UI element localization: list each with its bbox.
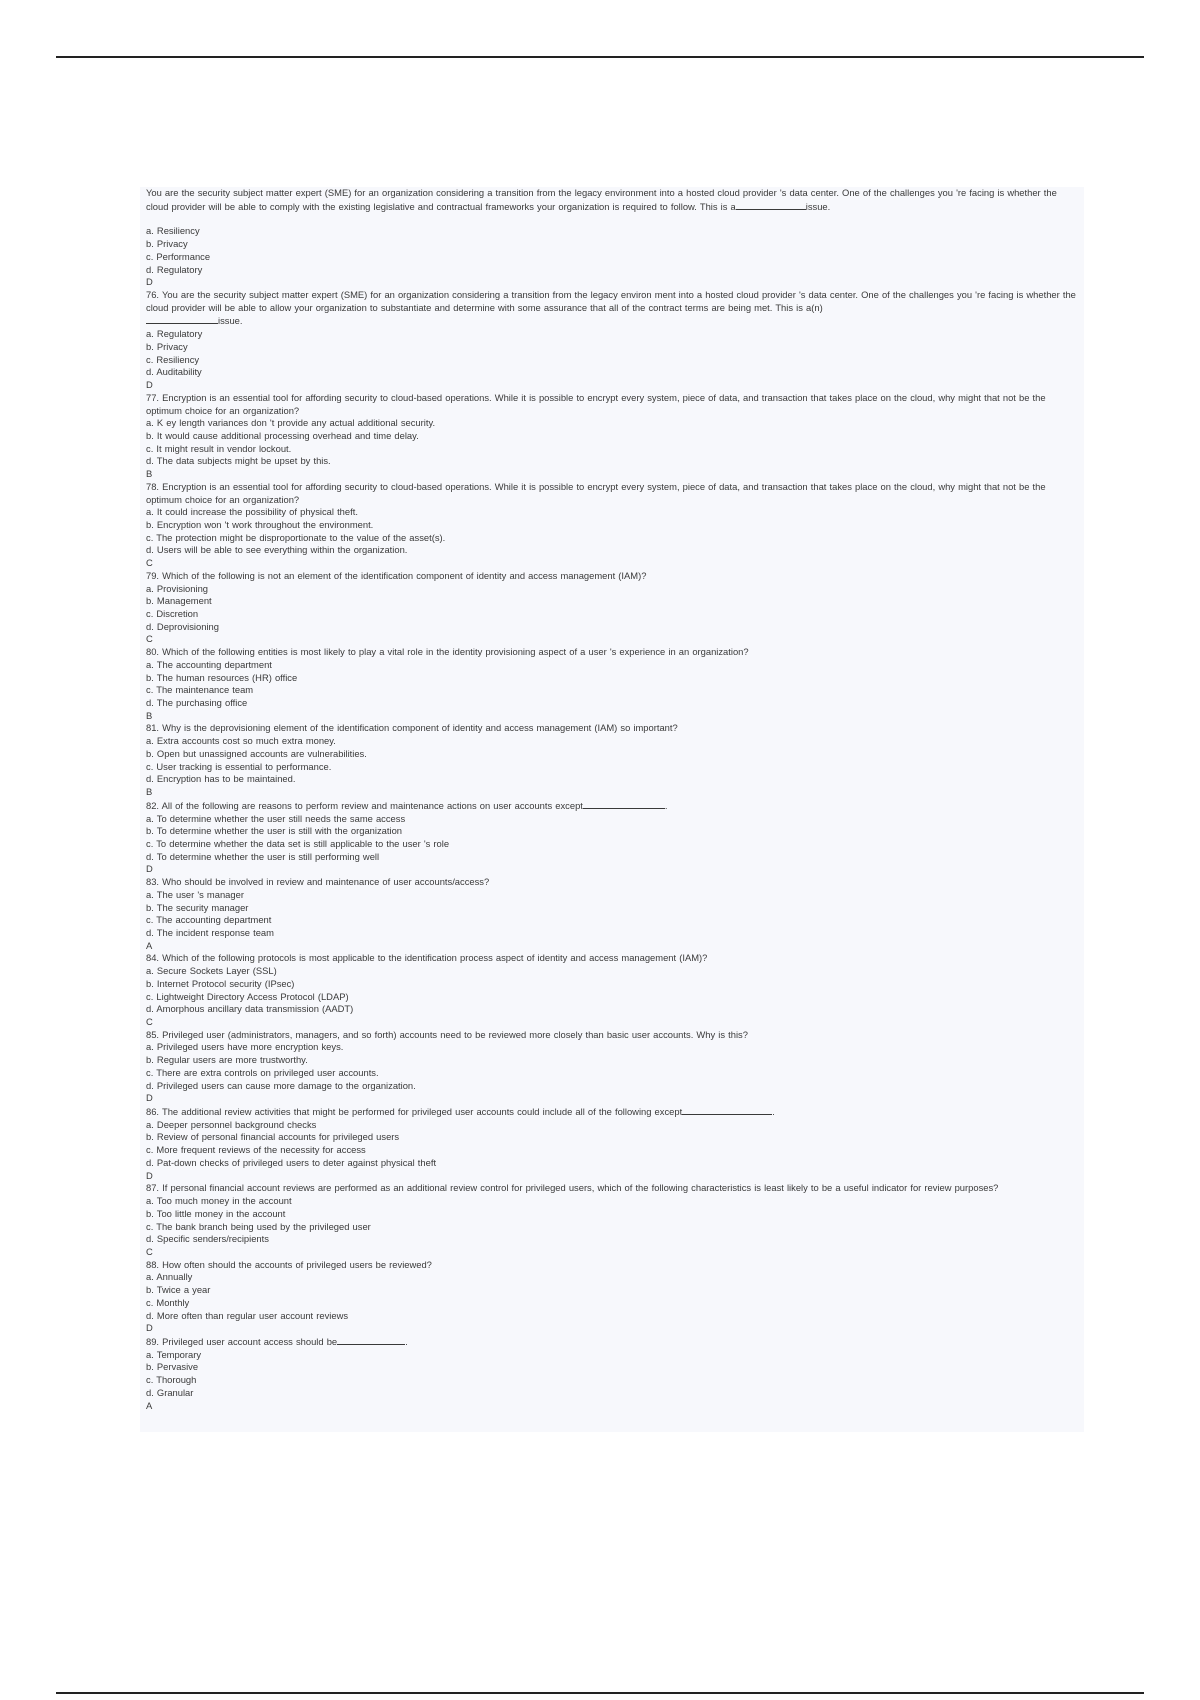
option-b: b. Management: [146, 595, 212, 607]
question-text: 84. Which of the following protocols is most applicable to the identification process aspect of identity and access management (IAM)?: [146, 952, 708, 964]
option-a: a. Provisioning: [146, 582, 208, 594]
answer-key: B: [146, 468, 153, 480]
question-83: [146, 876, 1078, 952]
option-c: c. The maintenance team: [146, 684, 254, 696]
question-text: 87. If personal financial account reviews are performed as an additional review control for privileged users, which of the following characteristics is least likely to be a useful indicator for review purposes?: [146, 1182, 999, 1194]
option-a: a. Secure Sockets Layer (SSL): [146, 965, 277, 977]
question-84: [146, 952, 1078, 1028]
option-d: d. Granular: [146, 1386, 194, 1398]
question-text: 78. Encryption is an essential tool for affording security to cloud-based operations. While it is possible to encrypt every system, piece of data, and transaction that takes place on the cloud, why might that not be the optimum choice for an organization?: [146, 480, 1046, 505]
option-a: a. It could increase the possibility of physical theft.: [146, 506, 358, 518]
option-a: a. The user 's manager: [146, 888, 244, 900]
option-d: d. Users will be able to see everything within the organization.: [146, 544, 408, 556]
option-a: a. Deeper personnel background checks: [146, 1118, 317, 1130]
option-d: d. Deprovisioning: [146, 620, 219, 632]
answer-blank: [146, 314, 218, 324]
question-text: 83. Who should be involved in review and maintenance of user accounts/access?: [146, 876, 490, 888]
option-d: d. Auditability: [146, 366, 202, 378]
question-79: [146, 570, 1078, 646]
question-text: [146, 289, 1078, 328]
question-text: [146, 1335, 1078, 1349]
option-a: a. K ey length variances don 't provide any actual additional security.: [146, 417, 436, 429]
option-c: c. User tracking is essential to performance.: [146, 760, 332, 772]
option-b: b. Encryption won 't work throughout the environment.: [146, 518, 374, 530]
option-c: c. Thorough: [146, 1374, 197, 1386]
question-82: [146, 799, 1078, 876]
option-b: b. Regular users are more trustworthy.: [146, 1054, 308, 1066]
footer-rule: [56, 1692, 1144, 1694]
answer-blank: [736, 200, 806, 210]
question-86: [146, 1105, 1078, 1182]
option-a: a. The accounting department: [146, 658, 272, 670]
option-b: b. Internet Protocol security (IPsec): [146, 977, 295, 989]
option-a: a. To determine whether the user still needs the same access: [146, 812, 406, 824]
option-b: b. Privacy: [146, 238, 188, 250]
option-c: c. More frequent reviews of the necessity for access: [146, 1144, 366, 1156]
option-c: c. It might result in vendor lockout.: [146, 442, 292, 454]
option-a: a. Temporary: [146, 1348, 202, 1360]
option-c: c. Lightweight Directory Access Protocol (LDAP): [146, 990, 349, 1002]
question-75: [146, 187, 1078, 289]
option-c: c. To determine whether the data set is still applicable to the user 's role: [146, 837, 450, 849]
option-d: d. Encryption has to be maintained.: [146, 773, 296, 785]
answer-key: C: [146, 557, 153, 569]
option-d: d. More often than regular user account reviews: [146, 1309, 349, 1321]
question-stem: 86. The additional review activities that might be performed for privileged user accounts could include all of the following except: [146, 1106, 683, 1118]
question-77: [146, 392, 1078, 481]
option-b: b. To determine whether the user is still with the organization: [146, 825, 402, 837]
answer-key: D: [146, 1092, 153, 1104]
option-d: d. Specific senders/recipients: [146, 1233, 269, 1245]
answer-key: D: [146, 863, 153, 875]
question-stem: 76. You are the security subject matter expert (SME) for an organization considering a transition from the legacy environ ment into a hosted cloud provider 's data center. One of the challenges you 're facing is whether the cloud provider will be able to allow your organization to substantiate and determine with some assurance that all of the contract terms are being met. This is a(n): [146, 289, 1076, 313]
option-a: a. Extra accounts cost so much extra money.: [146, 735, 336, 747]
question-page: [140, 187, 1084, 1432]
question-stem-end: .: [772, 1106, 775, 1118]
option-c: c. There are extra controls on privileged user accounts.: [146, 1066, 379, 1078]
question-text: 80. Which of the following entities is most likely to play a vital role in the identity provisioning aspect of a user 's experience in an organization?: [146, 646, 749, 658]
question-text: 79. Which of the following is not an element of the identification component of identity and access management (IAM)?: [146, 569, 647, 581]
question-text: [146, 1105, 1078, 1119]
option-d: d. Privileged users can cause more damage to the organization.: [146, 1079, 416, 1091]
option-b: b. Review of personal financial accounts for privileged users: [146, 1131, 400, 1143]
option-b: b. Twice a year: [146, 1284, 211, 1296]
header-rule: [56, 56, 1144, 58]
option-b: b. Pervasive: [146, 1361, 199, 1373]
option-c: c. Performance: [146, 250, 211, 262]
option-a: a. Regulatory: [146, 328, 203, 340]
option-c: c. Resiliency: [146, 353, 200, 365]
option-c: c. Monthly: [146, 1296, 190, 1308]
question-88: [146, 1259, 1078, 1335]
answer-blank: [583, 799, 665, 809]
question-89: [146, 1335, 1078, 1412]
option-a: a. Privileged users have more encryption keys.: [146, 1041, 344, 1053]
option-b: b. Privacy: [146, 340, 188, 352]
question-85: [146, 1029, 1078, 1105]
option-c: c. The protection might be disproportionate to the value of the asset(s).: [146, 531, 446, 543]
question-stem: 89. Privileged user account access should be: [146, 1335, 338, 1347]
answer-key: B: [146, 709, 153, 721]
question-78: [146, 481, 1078, 570]
question-stem: 82. All of the following are reasons to perform review and maintenance actions on user accounts except: [146, 799, 583, 811]
option-c: c. Discretion: [146, 608, 199, 619]
option-d: d. The data subjects might be upset by this.: [146, 455, 331, 467]
option-a: a. Annually: [146, 1271, 193, 1283]
option-d: d. Regulatory: [146, 263, 203, 275]
option-d: d. To determine whether the user is still performing well: [146, 850, 380, 862]
question-stem-end: .: [405, 1335, 408, 1347]
question-87: [146, 1182, 1078, 1258]
answer-key: A: [146, 1399, 153, 1411]
question-76: [146, 289, 1078, 392]
question-stem: You are the security subject matter expert (SME) for an organization considering a transition from the legacy environment into a hosted cloud provider 's data center. One of the challenges you 're facing is whether the cloud provider will be able to comply with the existing legislative and contractual frameworks your organization is required to follow. This is a: [146, 187, 1057, 212]
question-80: [146, 646, 1078, 722]
option-b: b. The human resources (HR) office: [146, 671, 298, 683]
option-d: d. The purchasing office: [146, 697, 248, 709]
answer-key: D: [146, 379, 153, 391]
option-d: d. Pat-down checks of privileged users to deter against physical theft: [146, 1156, 437, 1168]
answer-key: C: [146, 633, 153, 645]
question-text: 77. Encryption is an essential tool for affording security to cloud-based operations. While it is possible to encrypt every system, piece of data, and transaction that takes place on the cloud, why might that not be the optimum choice for an organization?: [146, 391, 1046, 416]
option-b: b. Too little money in the account: [146, 1207, 286, 1219]
question-stem-end: .: [664, 799, 668, 811]
answer-blank: [337, 1335, 405, 1345]
option-a: a. Too much money in the account: [146, 1195, 292, 1207]
question-text: 88. How often should the accounts of privileged users be reviewed?: [146, 1258, 432, 1270]
answer-key: D: [146, 1322, 153, 1334]
option-d: d. Amorphous ancillary data transmission (AADT): [146, 1003, 354, 1015]
option-d: d. The incident response team: [146, 926, 274, 938]
question-stem-end: issue.: [218, 315, 243, 327]
spacer: [146, 213, 1078, 225]
answer-key: A: [146, 939, 153, 951]
answer-blank: [682, 1105, 772, 1115]
question-text: [146, 187, 1078, 213]
answer-key: D: [146, 1169, 153, 1181]
answer-key: D: [146, 276, 153, 288]
option-b: b. Open but unassigned accounts are vulnerabilities.: [146, 747, 367, 759]
option-a: a. Resiliency: [146, 225, 200, 237]
answer-key: B: [146, 786, 153, 798]
answer-key: C: [146, 1016, 153, 1027]
question-stem-end: issue.: [805, 200, 831, 212]
question-text: [146, 799, 1078, 813]
option-b: b. It would cause additional processing overhead and time delay.: [146, 429, 419, 441]
option-c: c. The bank branch being used by the privileged user: [146, 1220, 371, 1232]
question-text: 81. Why is the deprovisioning element of the identification component of identity and access management (IAM) so important?: [146, 722, 678, 734]
answer-key: C: [146, 1245, 153, 1257]
question-text: 85. Privileged user (administrators, managers, and so forth) accounts need to be reviewed more closely than basic user accounts. Why is this?: [146, 1028, 748, 1040]
option-b: b. The security manager: [146, 901, 249, 913]
option-c: c. The accounting department: [146, 914, 272, 926]
question-81: [146, 722, 1078, 798]
